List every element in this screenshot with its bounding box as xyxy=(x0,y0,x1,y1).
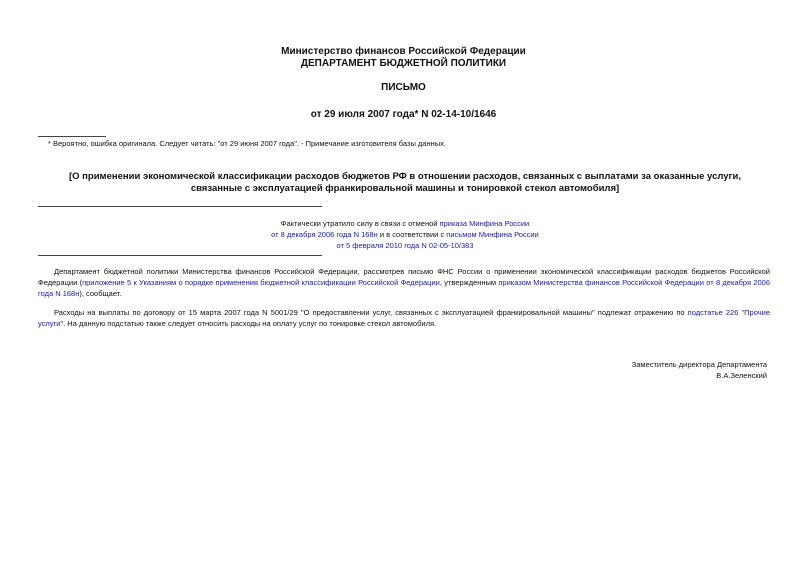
signature-block xyxy=(632,359,767,381)
link-letter-date[interactable]: от 5 февраля 2010 года N 02-05-10/383 xyxy=(336,241,474,250)
status-note-middle: и в соответствии с xyxy=(377,230,447,239)
link-appendix-5[interactable]: приложение 5 к Указаниям о порядке применения бюджетной классификации Российской Федерации xyxy=(82,278,440,287)
status-note-prefix: Фактически утратило силу в связи с отменой xyxy=(280,219,440,228)
footnote-divider xyxy=(38,136,106,137)
document-title: [О применении экономической классификации расходов бюджетов РФ в отношении расходов, связанных с выплатами за оказанные услуги, связанные с эксплуатацией франкировальной машины и тонировкой стекол автомобиля] xyxy=(68,171,741,194)
signature-name: В.А.Зеленский xyxy=(716,371,767,380)
signature-position: Заместитель директора Департамента xyxy=(631,360,767,369)
divider-bottom xyxy=(38,255,322,256)
link-order-date[interactable]: от 8 декабря 2006 года N 168н xyxy=(271,230,378,239)
link-order-168n[interactable]: приказом Министерства финансов Российской Федерации от 8 декабря 2006 года N 168н xyxy=(38,278,770,298)
link-letter-minfin[interactable]: письмом Минфина России xyxy=(446,230,539,239)
department-name: ДЕПАРТАМЕНТ БЮДЖЕТНОЙ ПОЛИТИКИ xyxy=(300,58,507,69)
footnote: * Вероятно, ошибка оригинала. Следует читать: "от 29 июня 2007 года". - Примечание изготовителя базы данных. xyxy=(48,139,446,148)
document-date-number: от 29 июля 2007 года* N 02-14-10/1646 xyxy=(310,109,497,120)
paragraph-2-text-2: . На данную подстатью также следует относить расходы на оплату услуг по тонировке стекол автомобиля. xyxy=(63,319,437,328)
paragraph-1-text-3: ), сообщает. xyxy=(79,289,122,298)
divider-top xyxy=(38,206,322,207)
paragraph-1-text-2: , утвержденным xyxy=(439,278,499,287)
status-note xyxy=(200,218,610,251)
ministry-name: Министерство финансов Российской Федерации xyxy=(281,46,526,57)
link-order-minfin[interactable]: приказа Минфина России xyxy=(439,219,530,228)
paragraph-1-text: Департамент бюджетной политики Министерства финансов Российской Федерации, рассмотрев письмо ФНС России о применении экономической классификации расходов бюджетов Российской Федерации ( xyxy=(38,267,770,287)
paragraph-1 xyxy=(38,266,770,299)
paragraph-2-text: Расходы на выплаты по договору от 15 марта 2007 года N 5001/29 "О предоставлении услуг, связанных с эксплуатацией франкировальной машины" подлежат отражению по xyxy=(54,308,688,317)
link-substat-226[interactable]: подстатье 226 "Прочие услуги" xyxy=(38,308,770,328)
document-type: ПИСЬМО xyxy=(381,82,426,93)
paragraph-2 xyxy=(38,307,770,329)
